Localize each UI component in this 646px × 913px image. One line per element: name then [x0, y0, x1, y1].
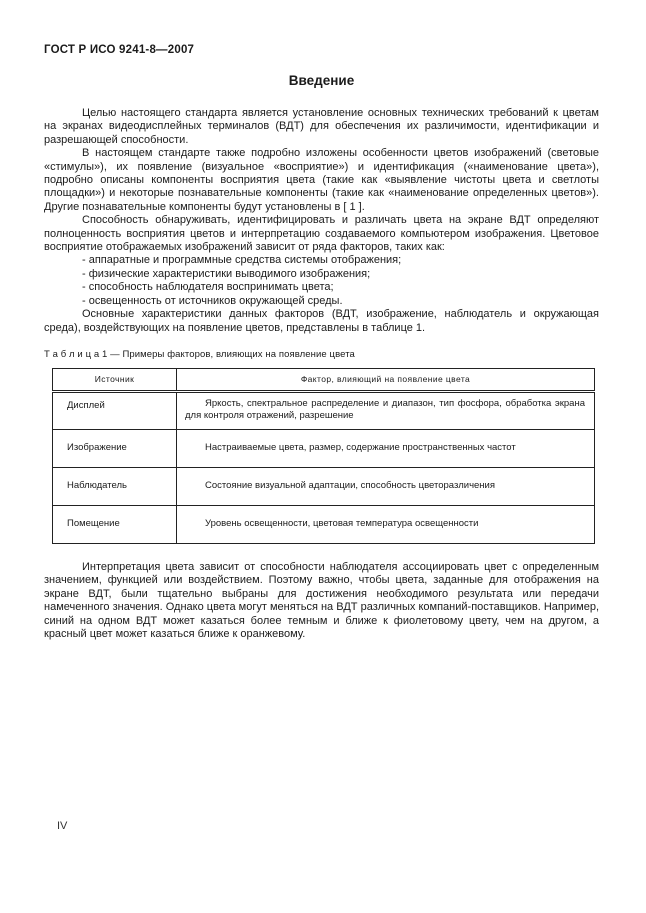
factor-list-item: - способность наблюдателя воспринимать цвета;	[82, 281, 334, 294]
factor-list-item: - аппаратные и программные средства системы отображения;	[82, 254, 402, 267]
table-header-factor: Фактор, влияющий на появление цвета	[177, 368, 595, 391]
table-cell-source: Помещение	[53, 505, 177, 543]
factors-table	[52, 368, 595, 544]
factor-list-item: - физические характеристики выводимого изображения;	[82, 267, 371, 280]
table-cell-factor: Яркость, спектральное распределение и диапазон, тип фосфора, обработка экрана для контроля отражений, разрешение	[177, 391, 595, 429]
table-header-source: Источник	[53, 368, 177, 391]
table-caption: Т а б л и ц а 1 — Примеры факторов, влияющих на появление цвета	[44, 348, 355, 360]
table-row	[53, 505, 595, 543]
intro-paragraph-3: Способность обнаруживать, идентифицировать и различать цвета на экране ВДТ определяют полноценность восприятия цветов и интерпретацию создаваемого компьютером изображения. Цветовое восприятие отображаемых изображений зависит от ряда факторов, таких как:	[44, 214, 599, 254]
table-cell-factor: Уровень освещенности, цветовая температура освещенности	[177, 505, 595, 543]
page-title: Введение	[288, 73, 355, 88]
intro-paragraph-2: В настоящем стандарте также подробно изложены особенности цветов изображений (световые «стимулы»), их появление (визуальное «восприятие») и идентификация («наименование цвета»), подробно описаны компоненты восприятия цвета (такие как «выявление чистоты цвета и светлоты площадки») и некоторые познавательные компоненты (такие как «наименование определенных цветов»). Другие познавательные компоненты будут установлены в [ 1 ].	[44, 147, 599, 213]
table-cell-source: Дисплей	[53, 391, 177, 429]
table-cell-source: Наблюдатель	[53, 467, 177, 505]
document-standard-number: ГОСТ Р ИСО 9241-8—2007	[44, 44, 195, 56]
page-number: IV	[57, 820, 68, 832]
table-cell-factor: Состояние визуальной адаптации, способность цветоразличения	[177, 467, 595, 505]
table-cell-factor: Настраиваемые цвета, размер, содержание пространственных частот	[177, 429, 595, 467]
table-row	[53, 391, 595, 429]
factor-list-item: - освещенность от источников окружающей среды.	[82, 294, 343, 307]
table-row	[53, 429, 595, 467]
table-cell-source: Изображение	[53, 429, 177, 467]
table-header-row	[53, 368, 595, 391]
closing-paragraph: Интерпретация цвета зависит от способности наблюдателя ассоциировать цвет с определенным значением, функцией или воздействием. Поэтому важно, чтобы цвета, заданные для отображения на экране ВДТ, были тщательно выбраны для достижения необходимого результата или передачи намеченного значения. Однако цвета могут меняться на ВДТ различных компаний-поставщиков. Например, синий на одном ВДТ может казаться более темным и ближе к фиолетовому цвету, чем на другом, а красный цвет может казаться ближе к оранжевому.	[44, 560, 599, 640]
intro-paragraph-4: Основные характеристики данных факторов (ВДТ, изображение, наблюдатель и окружающая среда), воздействующих на появление цветов, представлены в таблице 1.	[44, 308, 599, 334]
table-row	[53, 467, 595, 505]
intro-paragraph-1: Целью настоящего стандарта является установление основных технических требований к цветам на экранах видеодисплейных терминалов (ВДТ) для обеспечения их различимости, идентификации и разрешающей способности.	[44, 107, 599, 146]
